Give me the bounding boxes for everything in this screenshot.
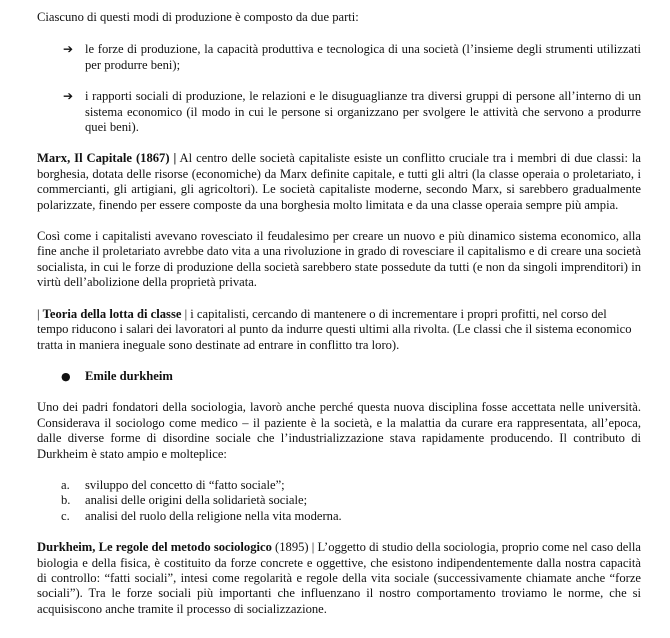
bullet-icon: ● xyxy=(61,369,71,383)
class-struggle-title: Teoria della lotta di classe xyxy=(42,306,182,321)
list-item-text: analisi del ruolo della religione nella vita moderna. xyxy=(85,508,342,523)
marx-capitale-paragraph xyxy=(37,151,641,213)
class-struggle-prefix: | xyxy=(37,306,43,321)
durkheim-regole-paragraph xyxy=(37,540,641,617)
list-marker: b. xyxy=(61,493,71,508)
durkheim-heading-text: Emile durkheim xyxy=(85,368,173,383)
marx-capitale-title: Marx, Il Capitale (1867) | xyxy=(37,151,177,166)
durkheim-regole-title: Durkheim, Le regole del metodo sociologico xyxy=(37,540,272,555)
list-item xyxy=(37,42,641,73)
list-item-text: i rapporti sociali di produzione, le relazioni e le disuguaglianze tra diversi gruppi di persone all’interno di un sistema economico (il modo in cui le persone si organizzano per svolgere le attività che servono a produrre quei beni). xyxy=(85,89,641,135)
class-struggle-paragraph xyxy=(37,307,641,353)
contributions-list xyxy=(37,478,641,524)
right-arrow-icon: ➔ xyxy=(63,42,74,57)
list-item xyxy=(37,509,641,524)
revolution-paragraph: Così come i capitalisti avevano rovesciato il feudalesimo per creare un nuovo e più dinamico sistema economico, alla fine anche il proletariato avrebbe dato vita a una rivoluzione in grado di rovesciare il capitalismo e di creare una società socialista, in cui le forze di produzione della società sarebbero state possedute da tutti (e non da singoli imprenditori) in virtù dell’abolizione della proprietà privata. xyxy=(37,229,641,290)
list-item-text: analisi delle origini della solidarietà sociale; xyxy=(85,493,308,508)
list-item-text: le forze di produzione, la capacità produttiva e tecnologica di una società (l’insieme degli strumenti utilizzati per produrre beni); xyxy=(85,42,641,72)
list-marker: c. xyxy=(61,508,70,523)
right-arrow-icon: ➔ xyxy=(63,89,74,104)
list-item xyxy=(37,493,641,508)
durkheim-regole-text: (1895) | L’oggetto di studio della sociologia, proprio come nel caso della biologia e della fisica, è costituito da forze concrete e oggettive, che esistono indipendentemente dalla nostra capacità di controllo: “fatti sociali”, intesi come regolarità e regole della vita sociale (successivamente chiamate anche “forze sociali”). Tra le forze sociali più importanti che influenzano il nostro comportamento troviamo le norme, che si acquisiscono anche tramite il processo di socializzazione. xyxy=(37,540,641,616)
list-marker: a. xyxy=(61,477,70,492)
production-parts-list xyxy=(37,42,641,135)
marx-capitale-text: Al centro delle società capitaliste esiste un conflitto cruciale tra i membri di due classi: la borghesia, dotata delle risorse (economiche) da Marx definite capitale, e tutti gli altri (la classe operaia o proletariato, i commercianti, gli artigiani, gli agricoltori). Le società capitaliste moderne, secondo Marx, si sarebbero gradualmente polarizzate, finendo per essere composte da una borghesia molto limitata e da una classe operaia sempre più ampia. xyxy=(37,151,641,212)
class-struggle-text: | i capitalisti, cercando di mantenere o di incrementare i propri profitti, nel corso del tempo riducono i salari dei lavoratori al punto da indurre questi ultimi alla rivolta. (Le classi che il sistema economico tratta in maniera ineguale sono destinate ad entrare in conflitto tra loro). xyxy=(37,306,632,352)
list-item xyxy=(37,89,641,135)
durkheim-intro-paragraph: Uno dei padri fondatori della sociologia, lavorò anche perché questa nuova disciplina fosse accettata nelle università. Considerava il sociologo come medico – il paziente è la società, e la malattia da curare era rappresentata, all’epoca, dalle diverse forme di disordine sociale che l’industrializzazione stava rapidamente producendo. Il contributo di Durkheim è stato ampio e molteplice: xyxy=(37,400,641,461)
durkheim-heading xyxy=(37,369,641,384)
intro-paragraph: Ciascuno di questi modi di produzione è composto da due parti: xyxy=(37,10,359,24)
list-item-text: sviluppo del concetto di “fatto sociale”; xyxy=(85,477,285,492)
list-item xyxy=(37,478,641,493)
